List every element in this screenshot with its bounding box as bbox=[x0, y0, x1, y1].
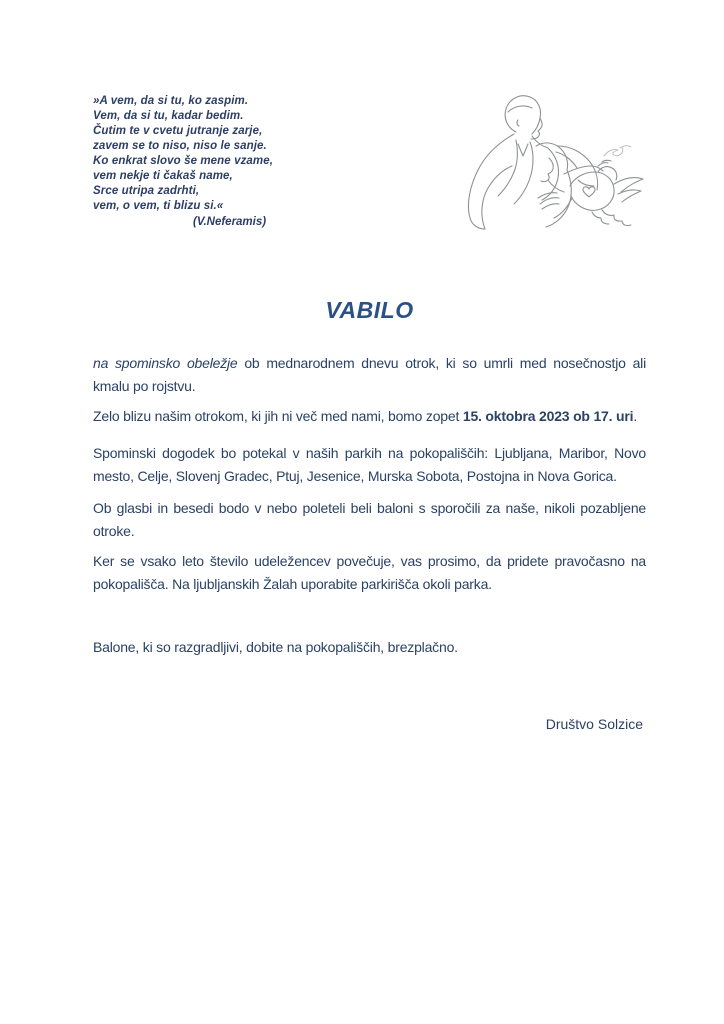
text-segment: . bbox=[633, 408, 638, 424]
text-segment: Zelo blizu našim otrokom, ki jih ni več med nami, bomo zopet bbox=[93, 408, 463, 424]
poem-line: vem nekje ti čakaš name, bbox=[93, 170, 233, 182]
text-segment: Ker se vsako leto število udeležencev povečuje, vas prosimo, da pridete pravočasno na pokopališča. Na ljubljanskih Žalah uporabite parkirišča okoli parka. bbox=[93, 553, 646, 592]
poem-line: Čutim te v cvetu jutranje zarje, bbox=[93, 125, 263, 137]
poem-line: »A vem, da si tu, ko zaspim. bbox=[93, 95, 249, 107]
paragraph-intro bbox=[93, 352, 646, 398]
paragraph-date bbox=[93, 405, 646, 428]
poem-line: zavem se to niso, niso le sanje. bbox=[93, 140, 267, 152]
paragraph-free-balloons bbox=[93, 636, 646, 659]
poem-line: Ko enkrat slovo še mene vzame, bbox=[93, 155, 274, 167]
text-segment: Balone, ki so razgradljivi, dobite na pokopališčih, brezplačno. bbox=[93, 639, 458, 655]
poem-attribution: (V.Neferamis) bbox=[193, 216, 267, 228]
text-segment: 15. oktobra 2023 ob 17. uri bbox=[462, 408, 634, 424]
text-segment: Ob glasbi in besedi bodo v nebo poleteli beli baloni s sporočili za naše, nikoli pozabljene otroke. bbox=[93, 500, 646, 539]
text-segment: ob mednarodnem dnevu otrok, ki so umrli med nosečnostjo ali kmalu po rojstvu. bbox=[93, 355, 646, 394]
text-segment: na spominsko obeležje bbox=[93, 355, 238, 371]
poem-line: vem, o vem, ti blizu si.« bbox=[93, 200, 224, 212]
poem bbox=[93, 94, 273, 214]
parents-baby-angel-illustration bbox=[452, 86, 647, 234]
signature: Društvo Solzice bbox=[545, 716, 643, 732]
poem-line: Srce utripa zadrhti, bbox=[93, 185, 200, 197]
paragraph-balloons bbox=[93, 497, 646, 543]
paragraph-locations bbox=[93, 442, 646, 488]
document-title: VABILO bbox=[325, 297, 414, 323]
text-segment: Spominski dogodek bo potekal v naših parkih na pokopališčih: Ljubljana, Maribor, Novo mesto, Celje, Slovenj Gradec, Ptuj, Jesenice, Murska Sobota, Postojna in Nova Gorica. bbox=[93, 445, 646, 484]
paragraph-parking bbox=[93, 550, 646, 596]
poem-line: Vem, da si tu, kadar bedim. bbox=[93, 110, 244, 122]
line-art-drawing-icon bbox=[452, 86, 647, 234]
